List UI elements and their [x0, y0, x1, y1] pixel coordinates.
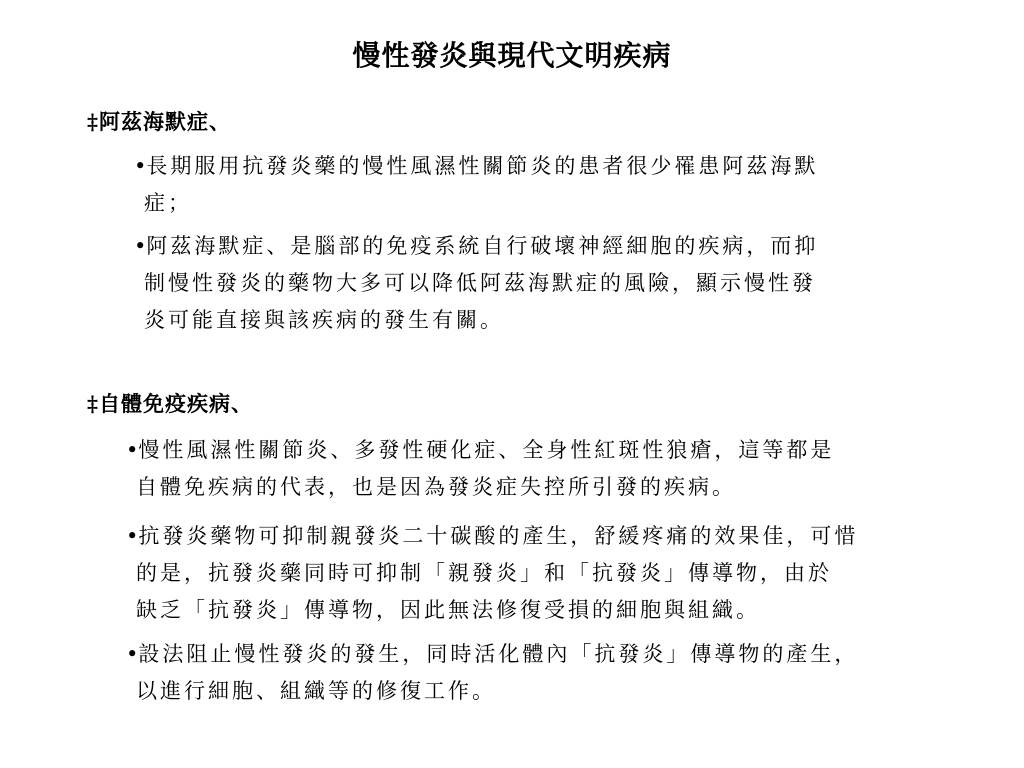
bullet-marker: • — [126, 438, 139, 462]
bullet-marker: • — [126, 524, 139, 548]
bullet-text-line: 設法阻止慢性發炎的發生，同時活化體內「抗發炎」傳導物的產生， — [138, 642, 859, 666]
bullet-text-line: 以進行細胞、組織等的修復工作。 — [136, 679, 496, 703]
bullet-text-line: 症； — [144, 191, 192, 215]
bullet-autoimmune-1 — [126, 432, 834, 506]
bullet-autoimmune-2 — [126, 518, 858, 629]
bullet-text-line: 慢性風濕性關節炎、多發性硬化症、全身性紅斑性狼瘡，這等都是 — [138, 438, 835, 462]
bullet-text-line: 炎可能直接與該疾病的發生有關。 — [144, 308, 504, 332]
bullet-autoimmune-3 — [126, 636, 858, 710]
section-heading-autoimmune: ‡自體免疫疾病、 — [87, 391, 253, 416]
section-heading-alzheimers: ‡阿茲海默症、 — [87, 109, 231, 134]
slide-title: 慢性發炎與現代文明疾病 — [352, 39, 672, 72]
bullet-text-line: 阿茲海默症、是腦部的免疫系統自行破壞神經細胞的疾病，而抑 — [146, 234, 819, 258]
bullet-alzheimers-1 — [134, 148, 818, 222]
bullet-text-line: 自體免疾病的代表，也是因為發炎症失控所引發的疾病。 — [136, 475, 736, 499]
bullet-text-line: 抗發炎藥物可抑制親發炎二十碳酸的產生，舒緩疼痛的效果佳，可惜 — [138, 524, 859, 548]
bullet-text-line: 長期服用抗發炎藥的慢性風濕性關節炎的患者很少罹患阿茲海默 — [146, 154, 819, 178]
bullet-text-line: 缺乏「抗發炎」傳導物，因此無法修復受損的細胞與組織。 — [136, 598, 760, 622]
bullet-text-line: 制慢性發炎的藥物大多可以降低阿茲海默症的風險，顯示慢性發 — [144, 271, 816, 295]
bullet-alzheimers-2 — [134, 228, 818, 339]
bullet-text-line: 的是，抗發炎藥同時可抑制「親發炎」和「抗發炎」傳導物，由於 — [136, 561, 832, 585]
bullet-marker: • — [126, 642, 139, 666]
bullet-marker: • — [134, 154, 147, 178]
bullet-marker: • — [134, 234, 147, 258]
